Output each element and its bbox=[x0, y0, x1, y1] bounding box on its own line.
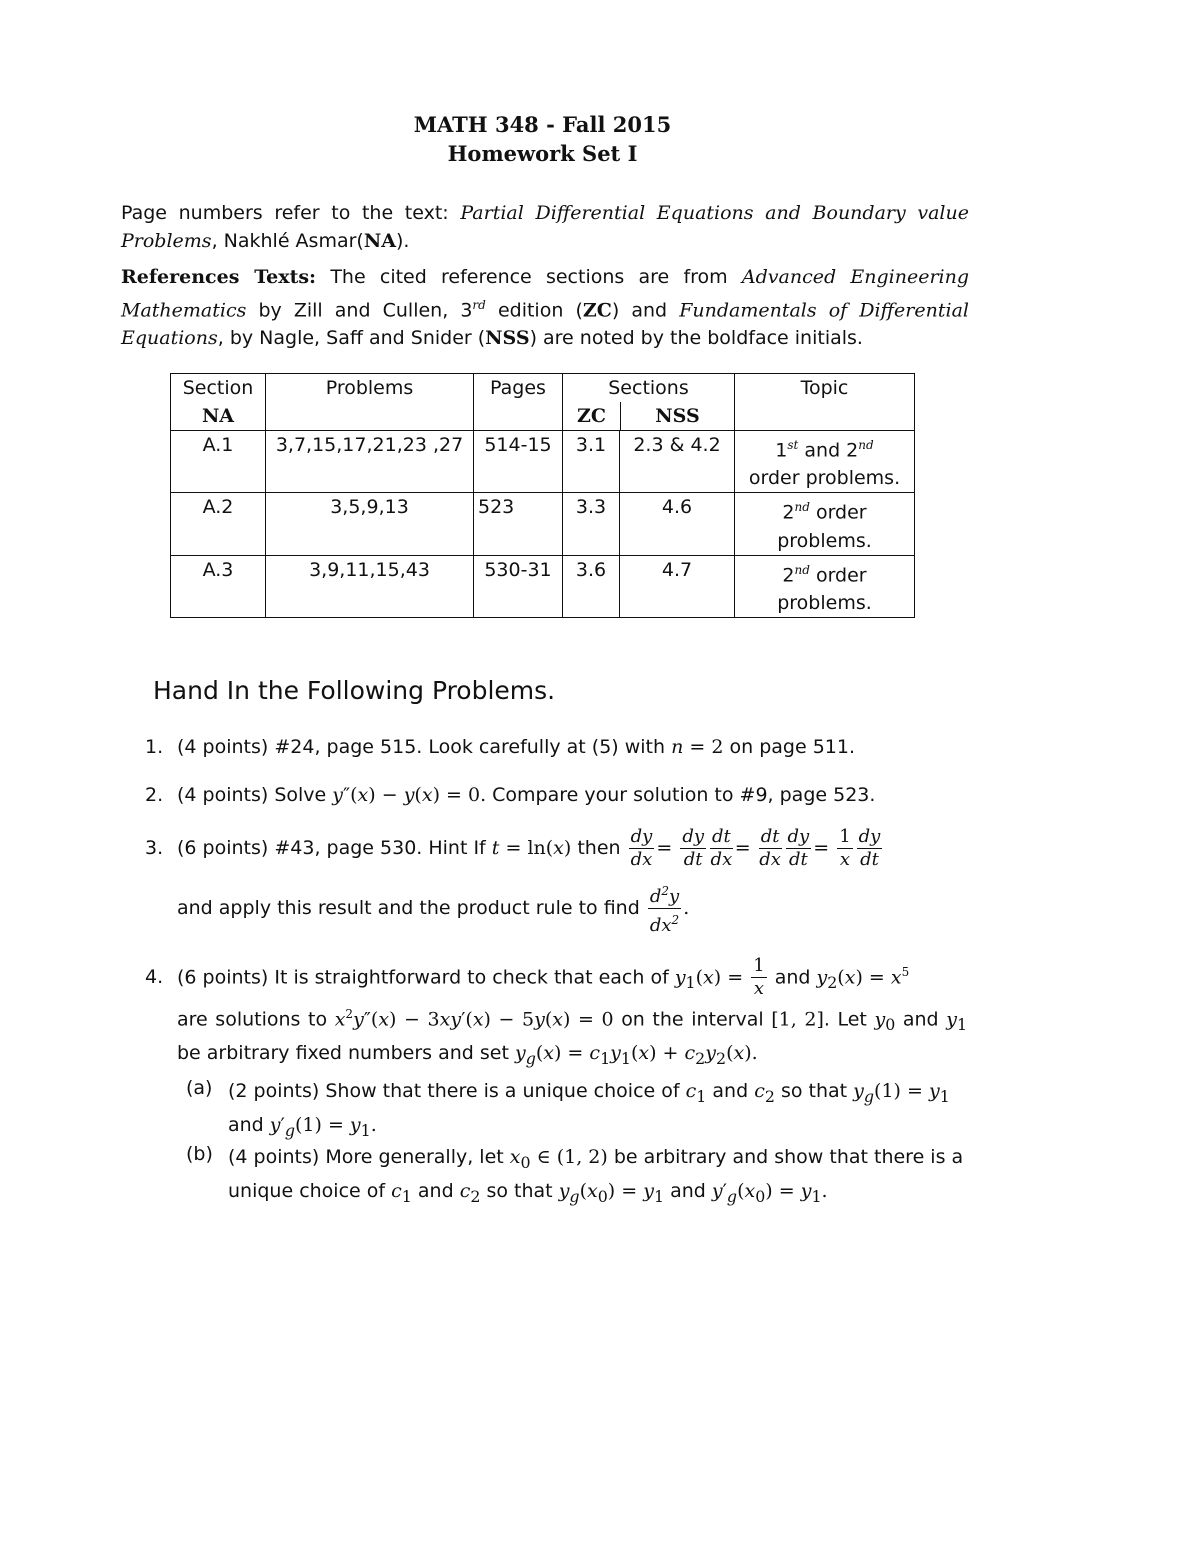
cell-zc: 3.6 bbox=[563, 555, 620, 617]
intro-text: ). bbox=[395, 230, 410, 252]
problem-text: so that bbox=[780, 1080, 848, 1102]
problem-text: (6 points) #43, page 530. Hint If bbox=[177, 837, 486, 859]
ref-text: , by Nagle, Saff and Snider ( bbox=[217, 327, 486, 350]
part-a-label: (a) bbox=[186, 1077, 213, 1099]
problem-text: and bbox=[670, 1179, 706, 1202]
problem-text: (4 points) More generally, let bbox=[228, 1146, 504, 1168]
cell-zc: 3.1 bbox=[563, 431, 620, 493]
ref-text: by Zill and Cullen, 3 bbox=[258, 299, 473, 322]
problem-text: then bbox=[577, 837, 621, 859]
superscript: rd bbox=[472, 298, 486, 312]
intro-paragraph bbox=[121, 199, 969, 255]
cell-nss: 2.3 & 4.2 bbox=[620, 431, 735, 493]
problem-text: be arbitrary fixed numbers and set bbox=[177, 1042, 509, 1065]
problem-2: 2. (4 points) Solve y″(x) − y(x) = 0. Compare your solution to #9, page 523. bbox=[145, 781, 967, 810]
cell-section: A.2 bbox=[171, 493, 266, 555]
book-title: Partial Differential Equations and Boundary value Problems bbox=[121, 202, 969, 252]
problem-3: 3. (6 points) #43, page 530. Hint If t = ln(x) then $\frac{dy}{dx}$ = $\frac{dy}{dt}$ $\frac{dt}{dx}$ = $\frac{dt}{dx}$ $\frac{dy}{dt}$ = $\frac{1}{x}$ $\frac{dy}{dt}$ bbox=[145, 826, 881, 870]
assignment-table bbox=[170, 373, 915, 618]
cell-topic: 2nd order problems. bbox=[735, 555, 915, 617]
cell-section: A.1 bbox=[171, 431, 266, 493]
references-label: References Texts: bbox=[121, 266, 317, 288]
problem-text: and bbox=[902, 1008, 939, 1031]
problem-text: (6 points) It is straightforward to check that each of bbox=[177, 966, 669, 989]
problem-text: on page 511. bbox=[729, 736, 856, 758]
problem-text: are solutions to bbox=[177, 1008, 328, 1031]
intro-text: Page numbers refer to the text: bbox=[121, 202, 449, 224]
part-b-label: (b) bbox=[186, 1143, 213, 1165]
header-zc: ZC bbox=[563, 402, 621, 430]
table-row bbox=[171, 493, 915, 555]
na-initials: NA bbox=[363, 230, 396, 252]
problem-text: (4 points) Solve bbox=[177, 784, 327, 806]
section-heading: Hand In the Following Problems. bbox=[153, 676, 556, 705]
header-pages: Pages bbox=[474, 374, 563, 431]
document-subtitle: Homework Set I bbox=[447, 141, 638, 166]
problem-text: (4 points) #24, page 515. Look carefully at (5) with bbox=[177, 736, 666, 758]
problem-text: and bbox=[228, 1113, 264, 1136]
header-section: Section NA bbox=[171, 374, 266, 431]
ref-text: ) are noted by the boldface initials. bbox=[529, 327, 863, 350]
problem-1: 1. (4 points) #24, page 515. Look carefully at (5) with n = 2 on page 511. bbox=[145, 733, 967, 762]
table-row bbox=[171, 431, 915, 493]
problem-number: 4. bbox=[145, 966, 164, 989]
ref-text: edition ( bbox=[497, 299, 583, 322]
problem-number: 1. bbox=[145, 736, 164, 758]
cell-pages: 530-31 bbox=[474, 555, 563, 617]
nss-initials: NSS bbox=[485, 327, 530, 350]
book-title: Advanced Engineering Mathematics bbox=[121, 266, 970, 322]
part-b: (4 points) More generally, let $x_0$ ∈ (1, 2) be arbitrary and show that there is a unique choice of $c_1$ and $c_2$ so that $y_g(x_0) = y_1$ and $y'_g(x_0) = y_1$. bbox=[228, 1146, 964, 1206]
problem-number: 2. bbox=[145, 784, 164, 806]
part-a: (2 points) Show that there is a unique choice of $c_1$ and $c_2$ so that $y_g(1) = y_1$ and $y'_g(1) = y_1$. bbox=[228, 1080, 950, 1140]
problem-text: and apply this result and the product rule to find bbox=[177, 897, 640, 919]
book-title: Fundamentals of Differential Equations bbox=[121, 299, 969, 350]
cell-problems: 3,9,11,15,43 bbox=[266, 555, 474, 617]
ref-text: ) and bbox=[611, 299, 668, 322]
references-paragraph bbox=[121, 263, 969, 352]
problem-3-continued: and apply this result and the product rule to find $\frac{d^2y}{dx^2}$ . bbox=[177, 880, 967, 937]
problem-text: be arbitrary and show that there is a unique choice of bbox=[228, 1146, 964, 1202]
document-title: MATH 348 - Fall 2015 bbox=[413, 112, 672, 137]
cell-topic: 2nd order problems. bbox=[735, 493, 915, 555]
problem-4-continued: are solutions to $x^2y''(x) - 3xy'(x) - 5y(x) = 0$ on the interval [1, 2]. Let $y_0$ and $y_1$ be arbitrary fixed numbers and set $y_g(x) = c_1y_1(x) + c_2y_2(x)$. bbox=[177, 1007, 968, 1068]
problem-number: 3. bbox=[145, 837, 164, 859]
cell-pages: 523 bbox=[474, 493, 563, 555]
cell-topic: 1st and 2nd order problems. bbox=[735, 431, 915, 493]
cell-problems: 3,5,9,13 bbox=[266, 493, 474, 555]
problem-text: and bbox=[712, 1080, 749, 1102]
problem-text: on the interval bbox=[621, 1008, 764, 1031]
cell-nss: 4.6 bbox=[620, 493, 735, 555]
header-topic: Topic bbox=[735, 374, 915, 431]
cell-nss: 4.7 bbox=[620, 555, 735, 617]
header-problems: Problems bbox=[266, 374, 474, 431]
header-nss: NSS bbox=[655, 405, 700, 427]
problem-text: and bbox=[774, 966, 811, 989]
table-header-row bbox=[171, 374, 915, 431]
ref-text: The cited reference sections are from bbox=[330, 266, 728, 288]
table-row bbox=[171, 555, 915, 617]
problem-text: Compare your solution to #9, page 523. bbox=[492, 784, 876, 806]
header-sections: Sections ZC NSS bbox=[563, 374, 735, 431]
intro-text: , Nakhlé Asmar( bbox=[211, 230, 364, 252]
problem-text: . Let bbox=[823, 1008, 867, 1031]
cell-pages: 514-15 bbox=[474, 431, 563, 493]
cell-problems: 3,7,15,17,21,23 ,27 bbox=[266, 431, 474, 493]
cell-section: A.3 bbox=[171, 555, 266, 617]
problem-text: (2 points) Show that there is a unique choice of bbox=[228, 1080, 680, 1102]
zc-initials: ZC bbox=[582, 299, 612, 322]
problem-4: 4. (6 points) It is straightforward to check that each of $y_1(x)$ = $\frac{1}{x}$ and $y_2(x) = x^5$ bbox=[145, 955, 910, 1000]
cell-zc: 3.3 bbox=[563, 493, 620, 555]
problem-text: and bbox=[417, 1179, 454, 1202]
problem-text: so that bbox=[486, 1179, 553, 1202]
